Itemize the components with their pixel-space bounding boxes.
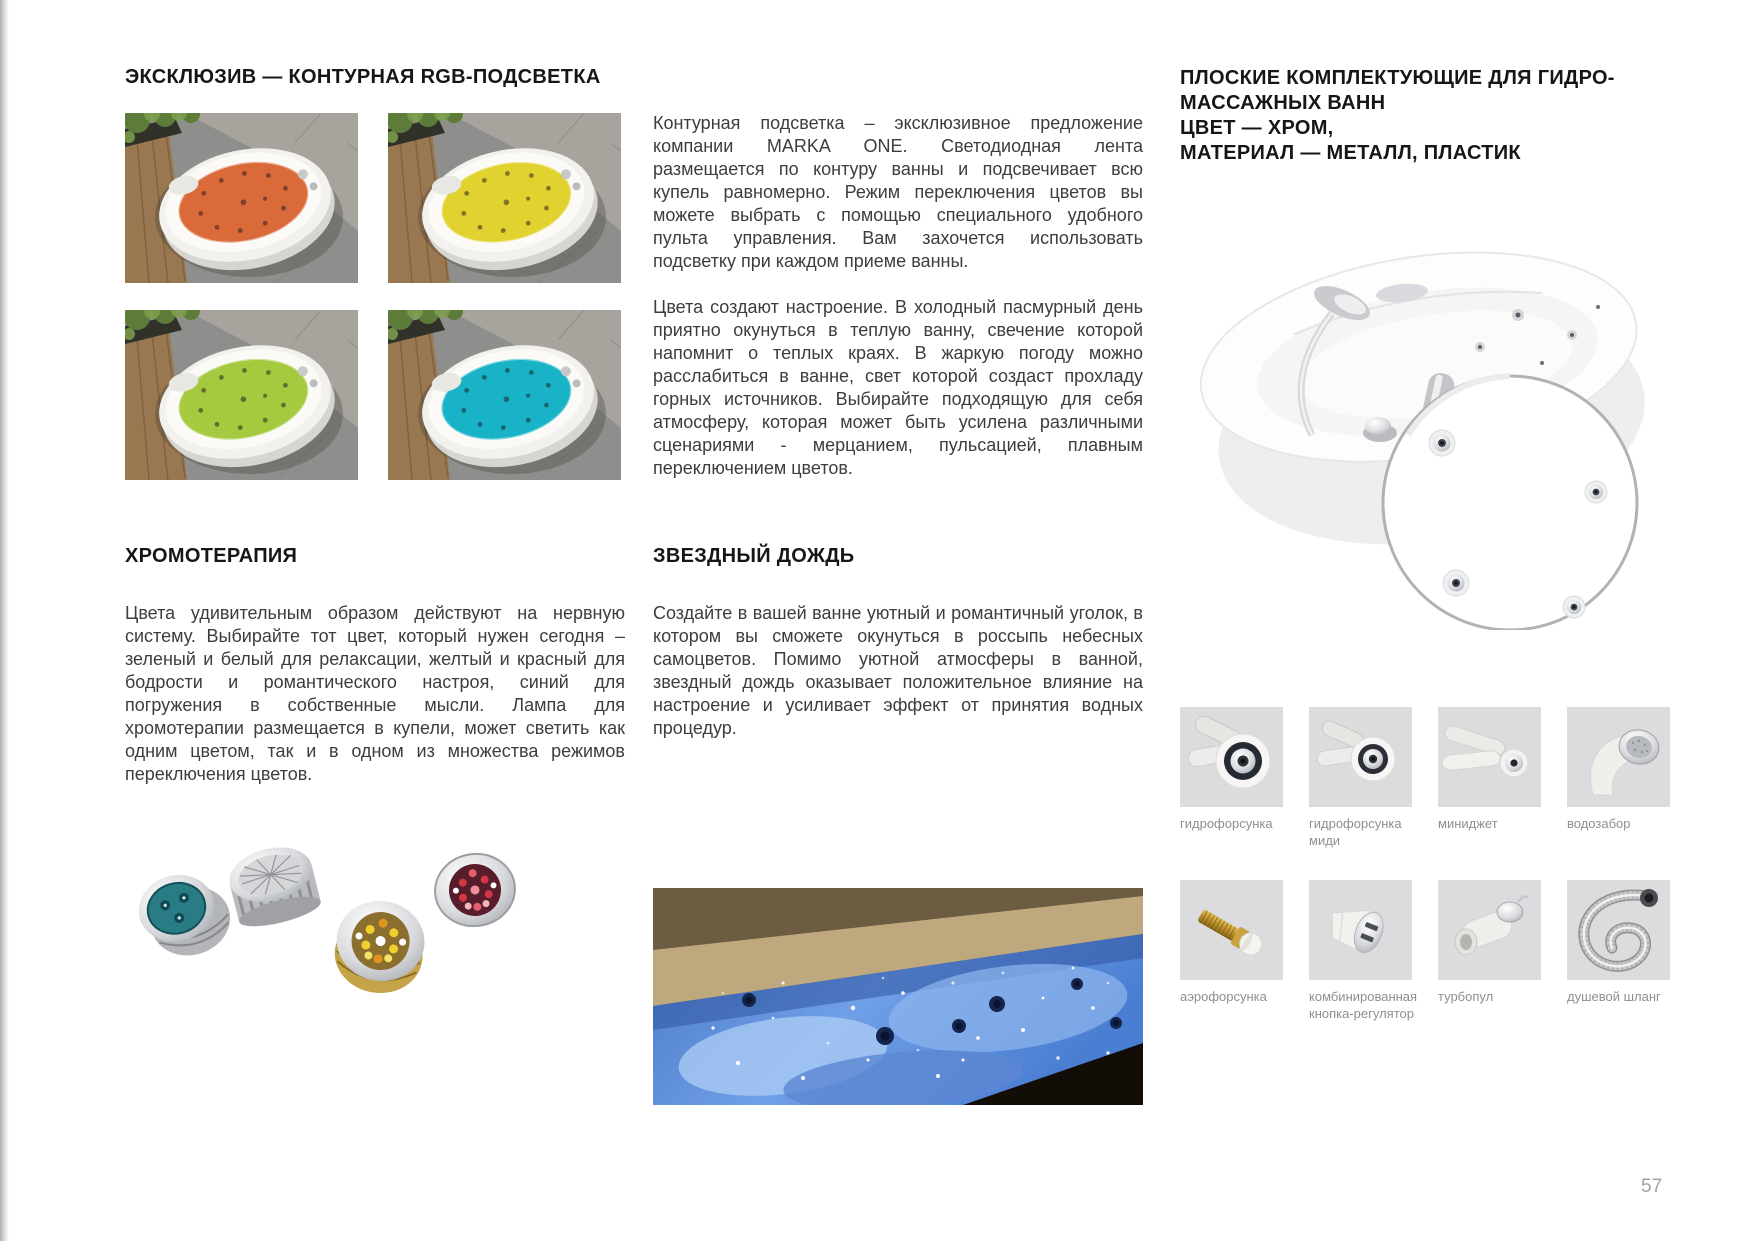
component-label-hydro-jet: гидрофорсунка — [1180, 816, 1273, 831]
component-photo-hydro-jet — [1180, 707, 1283, 807]
rgb-tub-photo-green — [125, 310, 358, 480]
component-photo-water-intake — [1567, 707, 1670, 807]
star-rain-bath-photo — [653, 888, 1143, 1105]
component-label-minijet: миниджет — [1438, 816, 1498, 831]
rgb-tub-photo-yellow — [388, 113, 621, 283]
component-photo-shower-hose — [1567, 880, 1670, 980]
components-heading-line2: МАССАЖНЫХ ВАНН — [1180, 92, 1386, 114]
star-rain-body: Создайте в вашей ванне уютный и романтичный уголок, в котором вы сможете окунуться в россыпь небесных самоцветов. Помимо уютной атмосферы в ванной, звездный дождь оказывает положительное влияние на настроение и усиливает эффект от принятия водных процедур. — [653, 603, 1143, 738]
components-heading-line1: ПЛОСКИЕ КОМПЛЕКТУЮЩИЕ ДЛЯ ГИДРО- — [1180, 67, 1615, 89]
rgb-section-heading: ЭКСКЛЮЗИВ — КОНТУРНАЯ RGB-ПОДСВЕТКА — [125, 66, 601, 88]
chromotherapy-lamps-photo — [130, 795, 600, 1050]
component-photo-hydro-jet-midi — [1309, 707, 1412, 807]
page-number: 57 — [1641, 1176, 1663, 1197]
rgb-paragraph-1: Контурная подсветка – эксклюзивное предложение компании MARKA ONE. Светодиодная лента размещается по контуру ванны и подсвечивает всю купель равномерно. Режим переключения цветов вы можете выбрать с помощью специального удобного пульта управления. Вам захочется использовать подсветку при каждом приеме ванны. — [653, 113, 1143, 271]
component-label-water-intake: водозабор — [1567, 816, 1631, 831]
rgb-paragraph-2: Цвета создают настроение. В холодный пасмурный день приятно окунуться в теплую ванну, свечение которой напомнит о теплых краях. В жаркую погоду можно расслабиться в ванне, свет которой создаст прохладу горных источников. Выбирайте подходящую для себя атмосферу, которая может быть усилена различными сценариями - мерцанием, пульсацией, плавным переключением цветов. — [653, 297, 1143, 478]
component-label-turbopool: турбопул — [1438, 989, 1494, 1004]
rgb-tub-photo-orange — [125, 113, 358, 283]
components-heading-line3: ЦВЕТ — ХРОМ, — [1180, 117, 1334, 139]
component-label-combined-regulator-button: комбинированная кнопка-регулятор — [1309, 989, 1418, 1021]
component-photo-minijet — [1438, 707, 1541, 807]
component-photo-turbopool — [1438, 880, 1541, 980]
star-rain-heading: ЗВЕЗДНЫЙ ДОЖДЬ — [653, 545, 855, 567]
chromotherapy-body: Цвета удивительным образом действуют на нервную систему. Выбирайте тот цвет, который нужен сегодня – зеленый и белый для релаксации, желтый и красный для бодрости и романтического настроя, синий для погружения в собственные мысли. Лампа для хромотерапии размещается в купели, может светить как одним цветом, так и в одном из множества режимов переключения цветов. — [125, 603, 625, 784]
component-photo-air-jet — [1180, 880, 1283, 980]
components-heading — [1180, 66, 1615, 166]
page-edge-shadow — [0, 0, 9, 1241]
flat-components-bath-photo — [1180, 195, 1676, 630]
component-label-shower-hose: душевой шланг — [1567, 989, 1661, 1004]
component-label-hydro-jet-midi: гидрофорсунка миди — [1309, 816, 1402, 848]
chromotherapy-heading: ХРОМОТЕРАПИЯ — [125, 545, 298, 567]
rgb-tub-photo-cyan — [388, 310, 621, 480]
component-photo-combined-regulator-button — [1309, 880, 1412, 980]
components-heading-line4: МАТЕРИАЛ — МЕТАЛЛ, ПЛАСТИК — [1180, 142, 1521, 164]
component-label-air-jet: аэрофорсунка — [1180, 989, 1267, 1004]
